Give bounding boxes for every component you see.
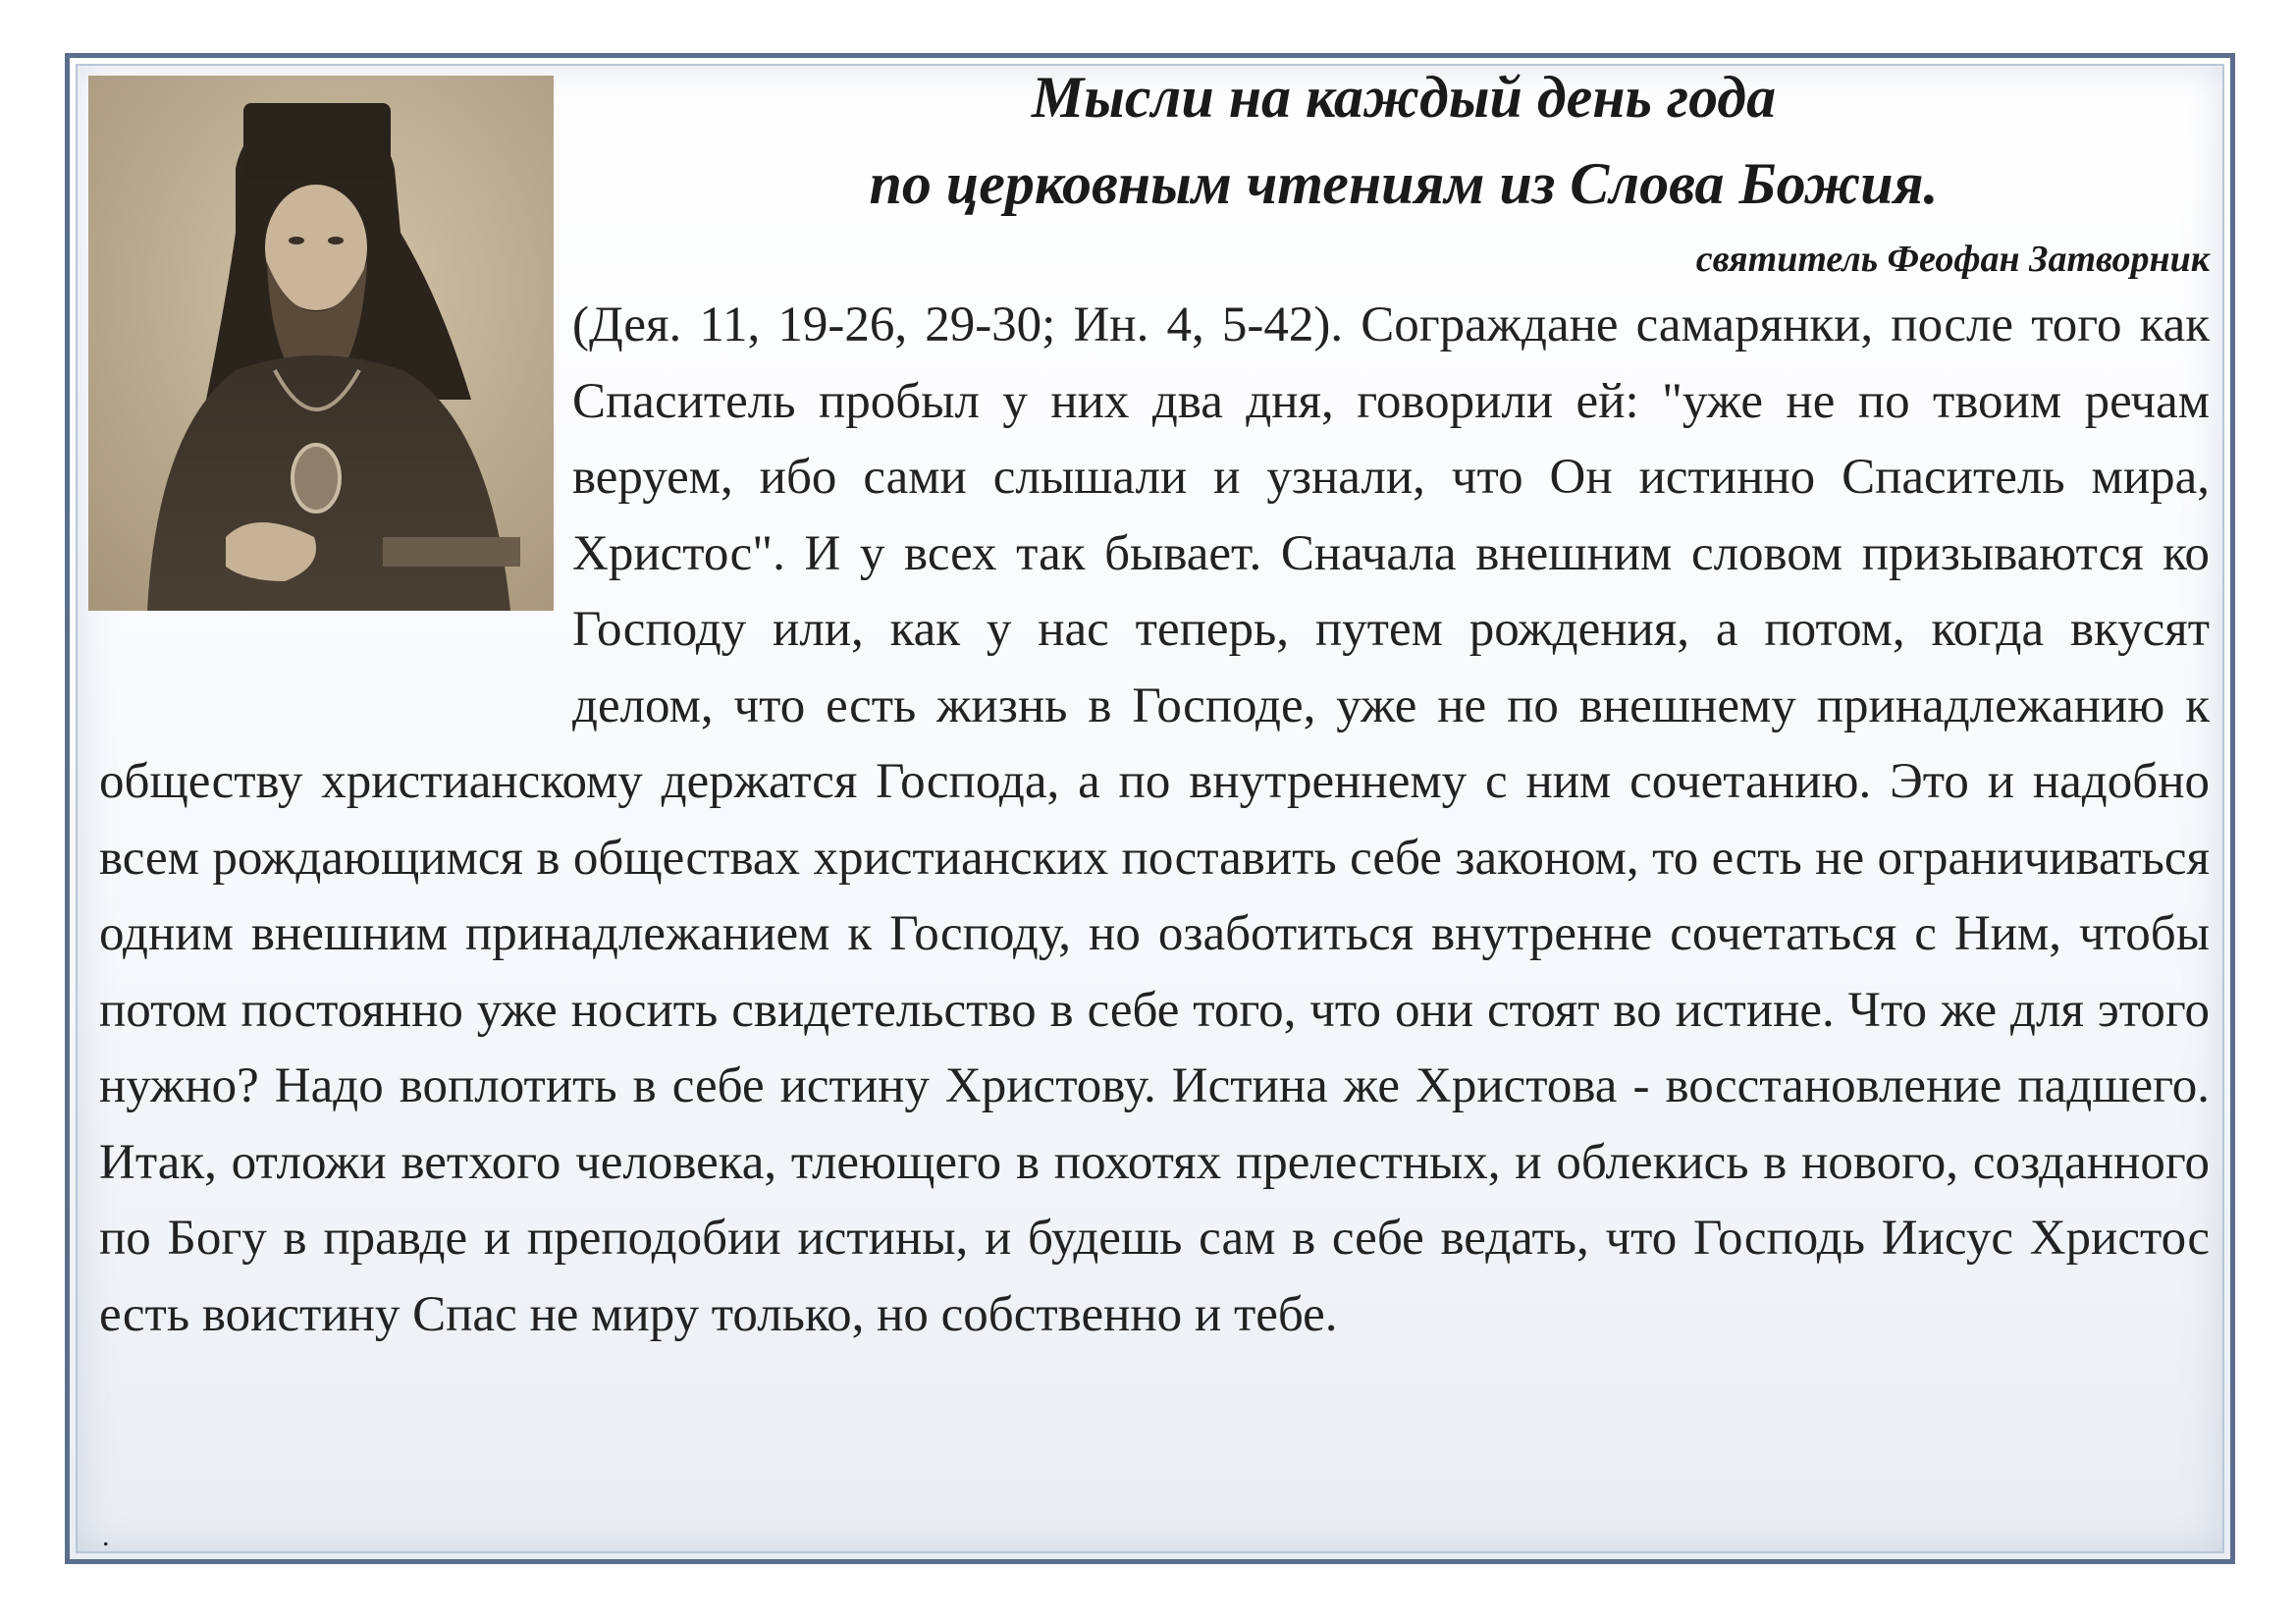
author-attribution: святитель Феофан Затворник <box>1695 239 2210 280</box>
body-text-block <box>99 288 2210 1353</box>
document-title-line-2: по церковным чтениям из Слова Божия. <box>869 151 1939 216</box>
document-title-line-1: Мысли на каждый день года <box>1031 65 1777 130</box>
trailing-mark: . <box>102 1520 110 1552</box>
portrait-float-spacer <box>99 288 572 676</box>
body-paragraph: (Дея. 11, 19-26, 29-30; Ин. 4, 5-42). Сограждане самарянки, после того как Спаситель пробыл у них два дня, говорили ей: "уже не по твоим речам веруем, ибо сами слышали и узнали, что Он истинно Спаситель мира, Христос". И у всех так бывает. Сначала внешним словом призываются ко Господу или, как у нас теперь, путем рождения, а потом, когда вкусят делом, что есть жизнь в Господе, уже не по внешнему принадлежанию к обществу христианскому держатся Господа, а по внутреннему с ним сочетанию. Это и надобно всем рождающимся в обществах христианских поставить себе законом, то есть не ограничиваться одним внешним принадлежанием к Господу, но озаботиться внутренне сочетаться с Ним, чтобы потом постоянно уже носить свидетельство в себе того, что они стоят во истине. Что же для этого нужно? Надо воплотить в себе истину Христову. Истина же Христова - восстановление падшего. Итак, отложи ветхого человека, тлеющего в похотях прелестных, и облекись в нового, созданного по Богу в правде и преподобии истины, и будешь сам в себе ведать, что Господь Иисус Христос есть воистину Спас не миру только, но собственно и тебе. <box>99 298 2210 1342</box>
